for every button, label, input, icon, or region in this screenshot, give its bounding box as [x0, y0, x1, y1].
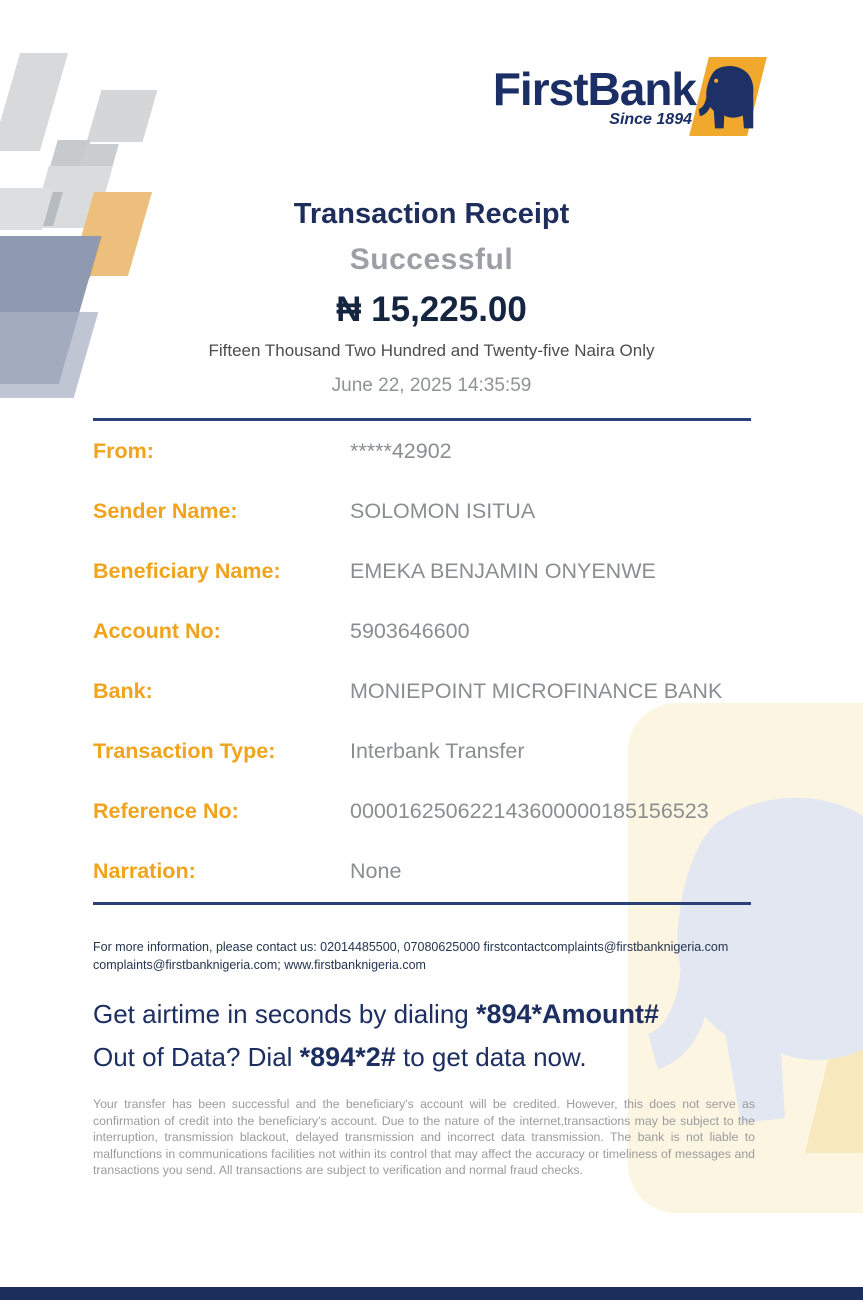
promo-data-code: *894*2# — [299, 1042, 396, 1072]
field-value: EMEKA BENJAMIN ONYENWE — [350, 559, 656, 583]
field-label: Beneficiary Name: — [93, 559, 281, 583]
promo-airtime — [93, 999, 659, 1030]
promo-data — [93, 1042, 587, 1073]
field-label: Sender Name: — [93, 499, 238, 523]
promo-data-text: Out of Data? Dial — [93, 1042, 300, 1072]
brand-name: FirstBank — [492, 63, 696, 115]
field-value: MONIEPOINT MICROFINANCE BANK — [350, 679, 723, 703]
field-value: 000016250622143600000185156523 — [350, 799, 709, 823]
field-row-narration — [93, 859, 773, 884]
field-row-bank — [93, 679, 773, 704]
firstbank-elephant-icon — [697, 60, 755, 134]
decor-shape — [0, 53, 68, 151]
field-value: Interbank Transfer — [350, 739, 525, 763]
status-text: Successful — [349, 243, 514, 276]
promo-data-suffix: to get data now. — [395, 1042, 587, 1072]
divider-top — [93, 418, 751, 421]
field-label: Account No: — [93, 619, 221, 643]
amount: ₦ 15,225.00 — [336, 290, 527, 329]
field-label: Bank: — [93, 679, 153, 703]
divider-bottom — [93, 902, 751, 905]
transaction-datetime: June 22, 2025 14:35:59 — [331, 375, 532, 396]
footer-bar — [0, 1287, 863, 1300]
page-title: Transaction Receipt — [293, 198, 570, 230]
field-row-sender-name — [93, 499, 773, 524]
field-row-from — [93, 439, 773, 464]
field-row-transaction-type — [93, 739, 773, 764]
firstbank-logo — [430, 63, 696, 129]
field-row-beneficiary-name — [93, 559, 773, 584]
disclaimer-text: Your transfer has been successful and the beneficiary's account will be credited. However, this does not serve as confirmation of credit into the beneficiary's account. Due to the nature of the internet,transactions may be subject to the interruption, transmission blackout, delayed transmission and incorrect data transmission. The bank is not liable to malfunctions in communications facilities not within its control that may affect the accuracy or timeliness of messages and transactions you send. All transactions are subject to verification and normal fraud checks. — [93, 1097, 755, 1177]
field-row-account-no — [93, 619, 773, 644]
field-label: Narration: — [93, 859, 196, 883]
field-value: SOLOMON ISITUA — [350, 499, 536, 523]
field-label: Transaction Type: — [93, 739, 276, 763]
contact-info: For more information, please contact us: 02014485500, 07080625000 firstcontactcomplaints@firstbanknigeria.com complaints@firstbanknigeria.com; www.firstbanknigeria.com — [93, 940, 729, 972]
brand-tagline: Since 1894 — [609, 111, 692, 128]
amount-in-words: Fifteen Thousand Two Hundred and Twenty-five Naira Only — [208, 341, 655, 360]
promo-airtime-code: *894*Amount# — [475, 999, 660, 1029]
field-label: Reference No: — [93, 799, 239, 823]
field-label: From: — [93, 439, 154, 463]
field-row-reference-no — [93, 799, 773, 824]
field-value: *****42902 — [350, 439, 452, 463]
promo-airtime-text: Get airtime in seconds by dialing — [93, 999, 476, 1029]
field-value: None — [350, 859, 402, 883]
decor-shape — [87, 90, 158, 142]
field-value: 5903646600 — [350, 619, 470, 643]
